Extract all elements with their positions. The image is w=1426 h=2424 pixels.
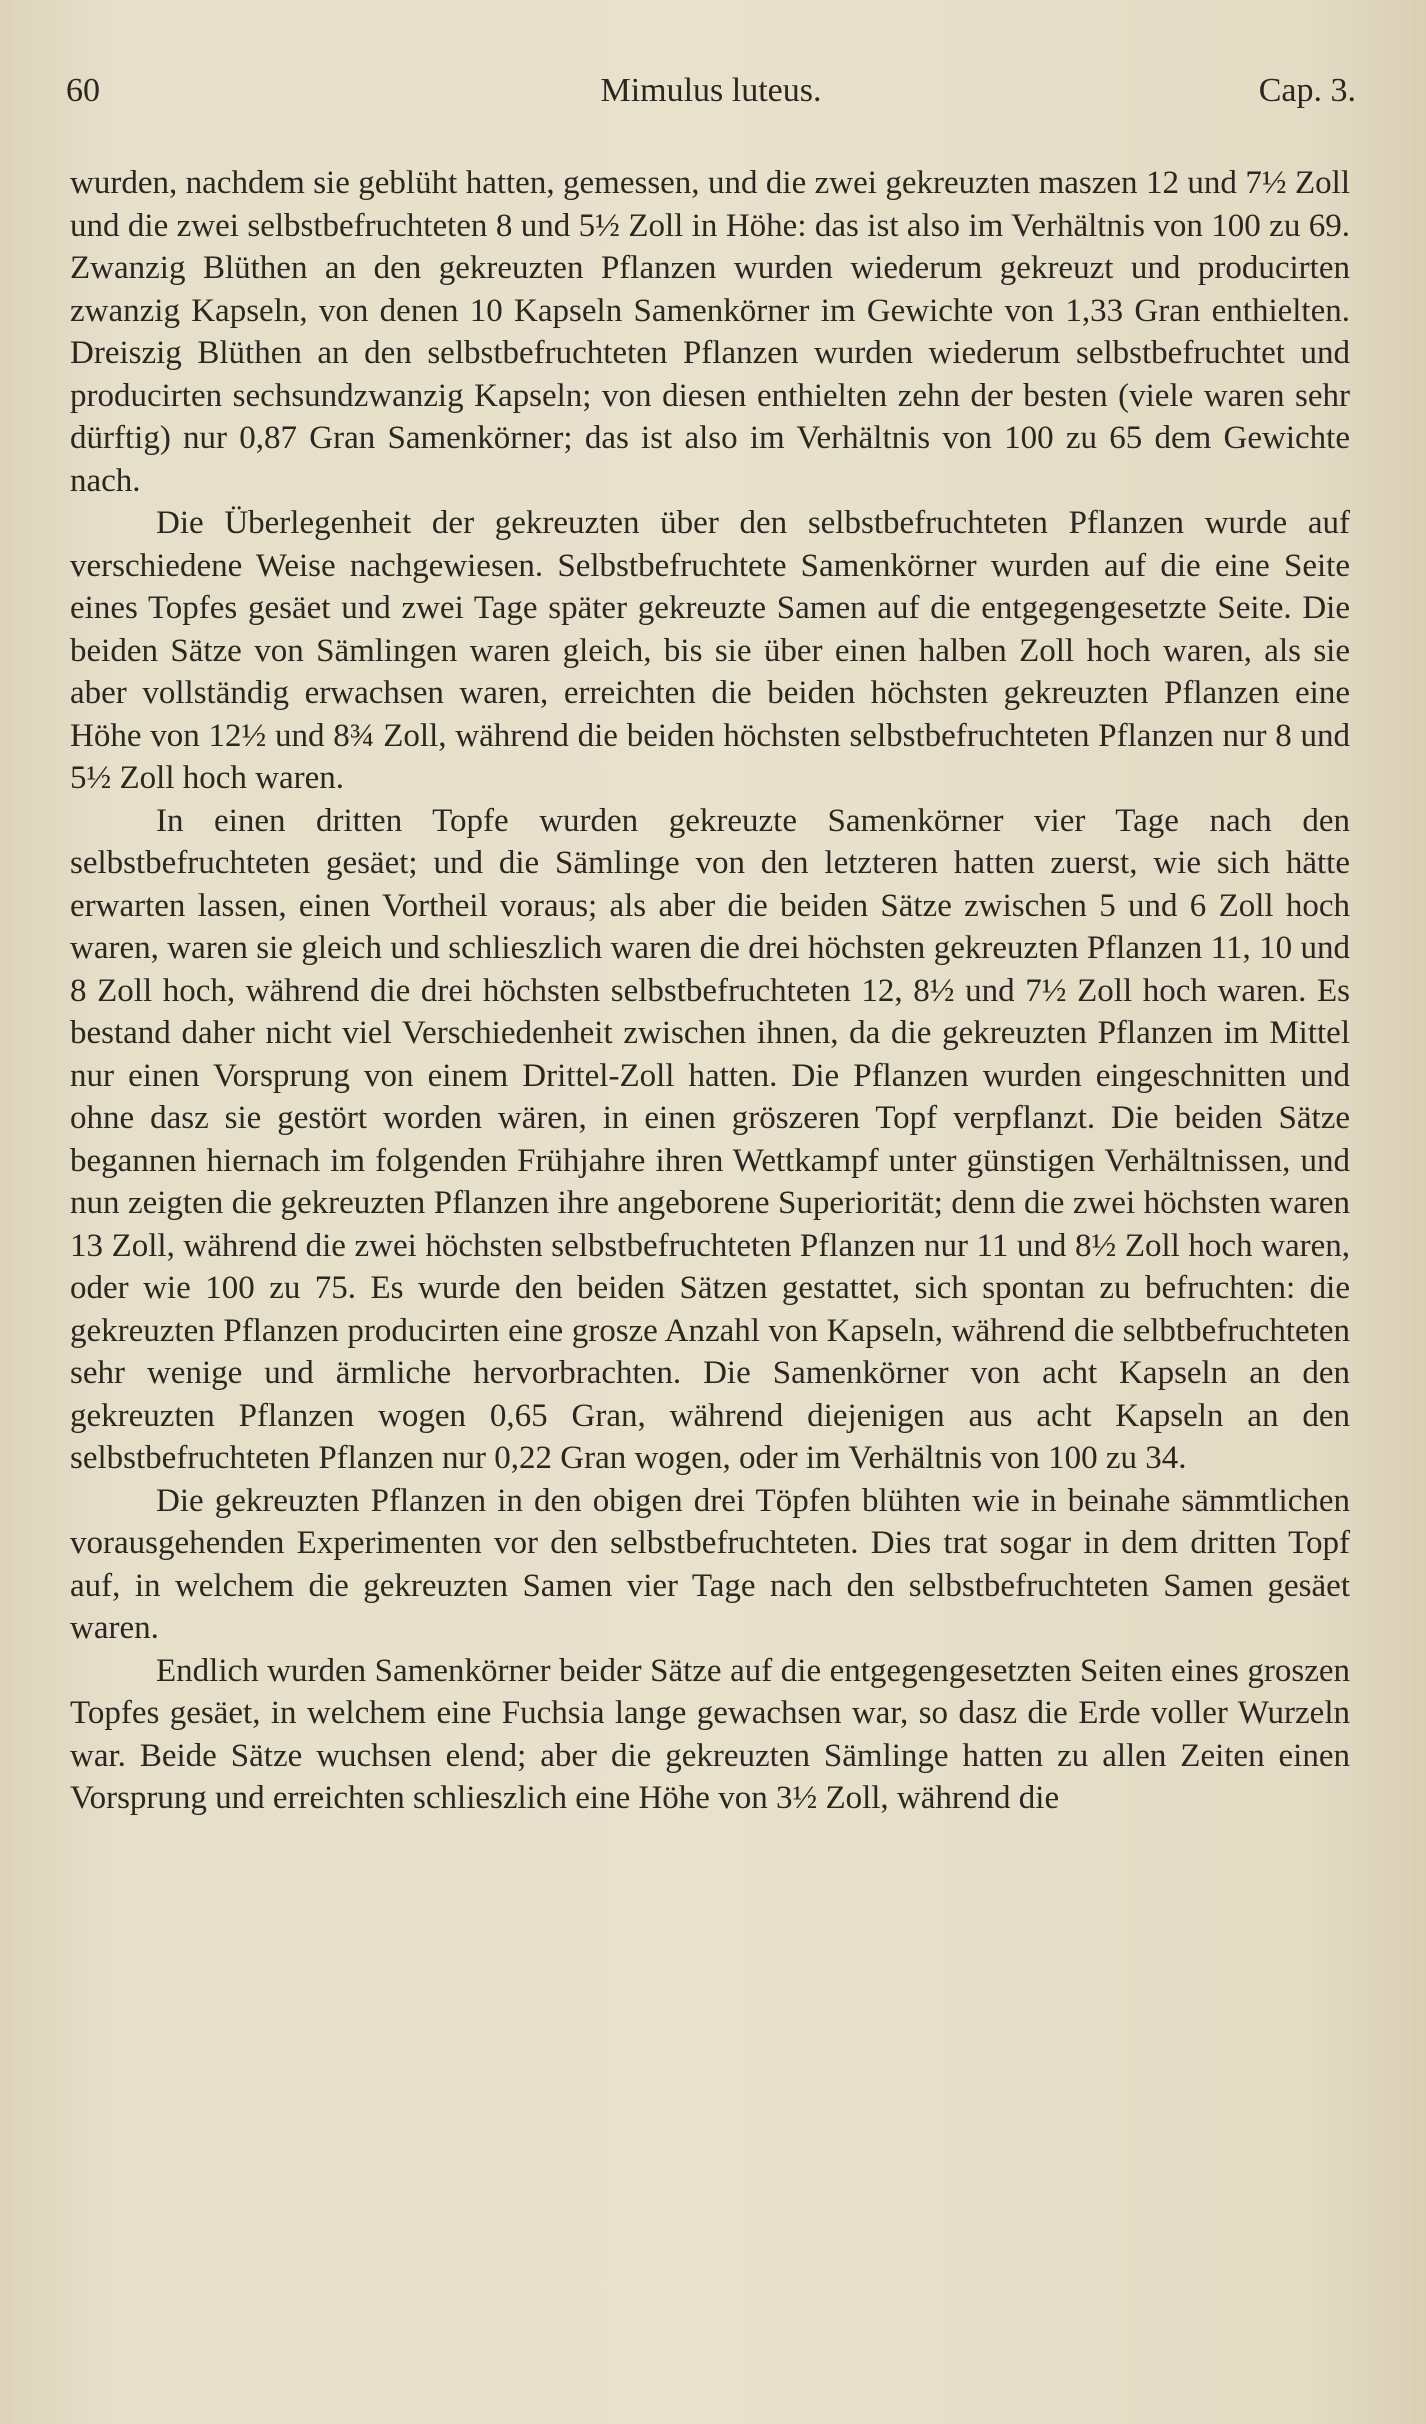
running-header — [66, 72, 1356, 122]
paragraph: In einen dritten Topfe wurden gekreuzte Samenkörner vier Tage nach den selbstbefruchteten gesäet; und die Sämlinge von den letzteren hatten zuerst, wie sich hätte erwarten lassen, einen Vortheil voraus; als aber die beiden Sätze zwischen 5 und 6 Zoll hoch waren, waren sie gleich und schlieszlich waren die drei höchsten gekreuzten Pflanzen 11, 10 und 8 Zoll hoch, während die drei höchsten selbstbefruchteten 12, 8½ und 7½ Zoll hoch waren. Es bestand daher nicht viel Verschiedenheit zwischen ihnen, da die gekreuzten Pflanzen im Mittel nur einen Vorsprung von einem Drittel-Zoll hatten. Die Pflanzen wurden eingeschnitten und ohne dasz sie gestört worden wären, in einen gröszeren Topf verpflanzt. Die beiden Sätze begannen hiernach im folgenden Frühjahre ihren Wettkampf unter günstigen Verhältnissen, und nun zeigten die gekreuzten Pflanzen ihre angeborene Superiorität; denn die zwei höchsten waren 13 Zoll, während die zwei höchsten selbstbefruchteten Pflanzen nur 11 und 8½ Zoll hoch waren, oder wie 100 zu 75. Es wurde den beiden Sätzen gestattet, sich spontan zu befruchten: die gekreuzten Pflanzen producirten eine grosze Anzahl von Kapseln, während die selbtbefruchteten sehr wenige und ärmliche hervorbrachten. Die Samenkörner von acht Kapseln an den gekreuzten Pflanzen wogen 0,65 Gran, während diejenigen aus acht Kapseln an den selbstbefruchteten Pflanzen nur 0,22 Gran wogen, oder im Verhältnis von 100 zu 34. — [70, 802, 1350, 1476]
paragraph: Endlich wurden Samenkörner beider Sätze auf die entgegengesetzten Seiten eines groszen Topfes gesäet, in welchem eine Fuchsia lange gewachsen war, so dasz die Erde voller Wurzeln war. Beide Sätze wuchsen elend; aber die gekreuzten Sämlinge hatten zu allen Zeiten einen Vorsprung und erreichten schlieszlich eine Höhe von 3½ Zoll, während die — [70, 1652, 1350, 1816]
paragraph: wurden, nachdem sie geblüht hatten, gemessen, und die zwei gekreuzten maszen 12 und 7½ Zoll und die zwei selbstbefruchteten 8 und 5½ Zoll in Höhe: das ist also im Verhältnis von 100 zu 69. Zwanzig Blüthen an den gekreuzten Pflanzen wurden wiederum gekreuzt und producirten zwanzig Kapseln, von denen 10 Kapseln Samenkörner im Gewichte von 1,33 Gran enthielten. Dreiszig Blüthen an den selbstbefruchteten Pflanzen wurden wiederum selbstbefruchtet und producirten sechsundzwanzig Kapseln; von diesen enthielten zehn der besten (viele waren sehr dürftig) nur 0,87 Gran Samenkörner; das ist also im Verhältnis von 100 zu 65 dem Gewichte nach. — [70, 165, 1350, 499]
page-number: 60 — [66, 72, 100, 109]
paragraph: Die Überlegenheit der gekreuzten über den selbstbefruchteten Pflanzen wurde auf verschiedene Weise nachgewiesen. Selbstbefruchtete Samenkörner wurden auf die eine Seite eines Topfes gesäet und zwei Tage später gekreuzte Samen auf die entgegengesetzte Seite. Die beiden Sätze von Sämlingen waren gleich, bis sie über einen halben Zoll hoch waren, als sie aber vollständig erwachsen waren, erreichten die beiden höchsten gekreuzten Pflanzen eine Höhe von 12½ und 8¾ Zoll, während die beiden höchsten selbstbefruchteten Pflanzen nur 8 und 5½ Zoll hoch waren. — [70, 505, 1350, 796]
paragraph: Die gekreuzten Pflanzen in den obigen drei Töpfen blühten wie in beinahe sämmtlichen vorausgehenden Experimenten vor den selbstbefruchteten. Dies trat sogar in dem dritten Topf auf, in welchem die gekreuzten Samen vier Tage nach den selbstbefruchteten Samen gesäet waren. — [70, 1482, 1350, 1646]
chapter-label: Cap. 3. — [1258, 72, 1356, 109]
body-text — [70, 162, 1350, 1820]
running-title: Mimulus luteus. — [600, 72, 822, 109]
